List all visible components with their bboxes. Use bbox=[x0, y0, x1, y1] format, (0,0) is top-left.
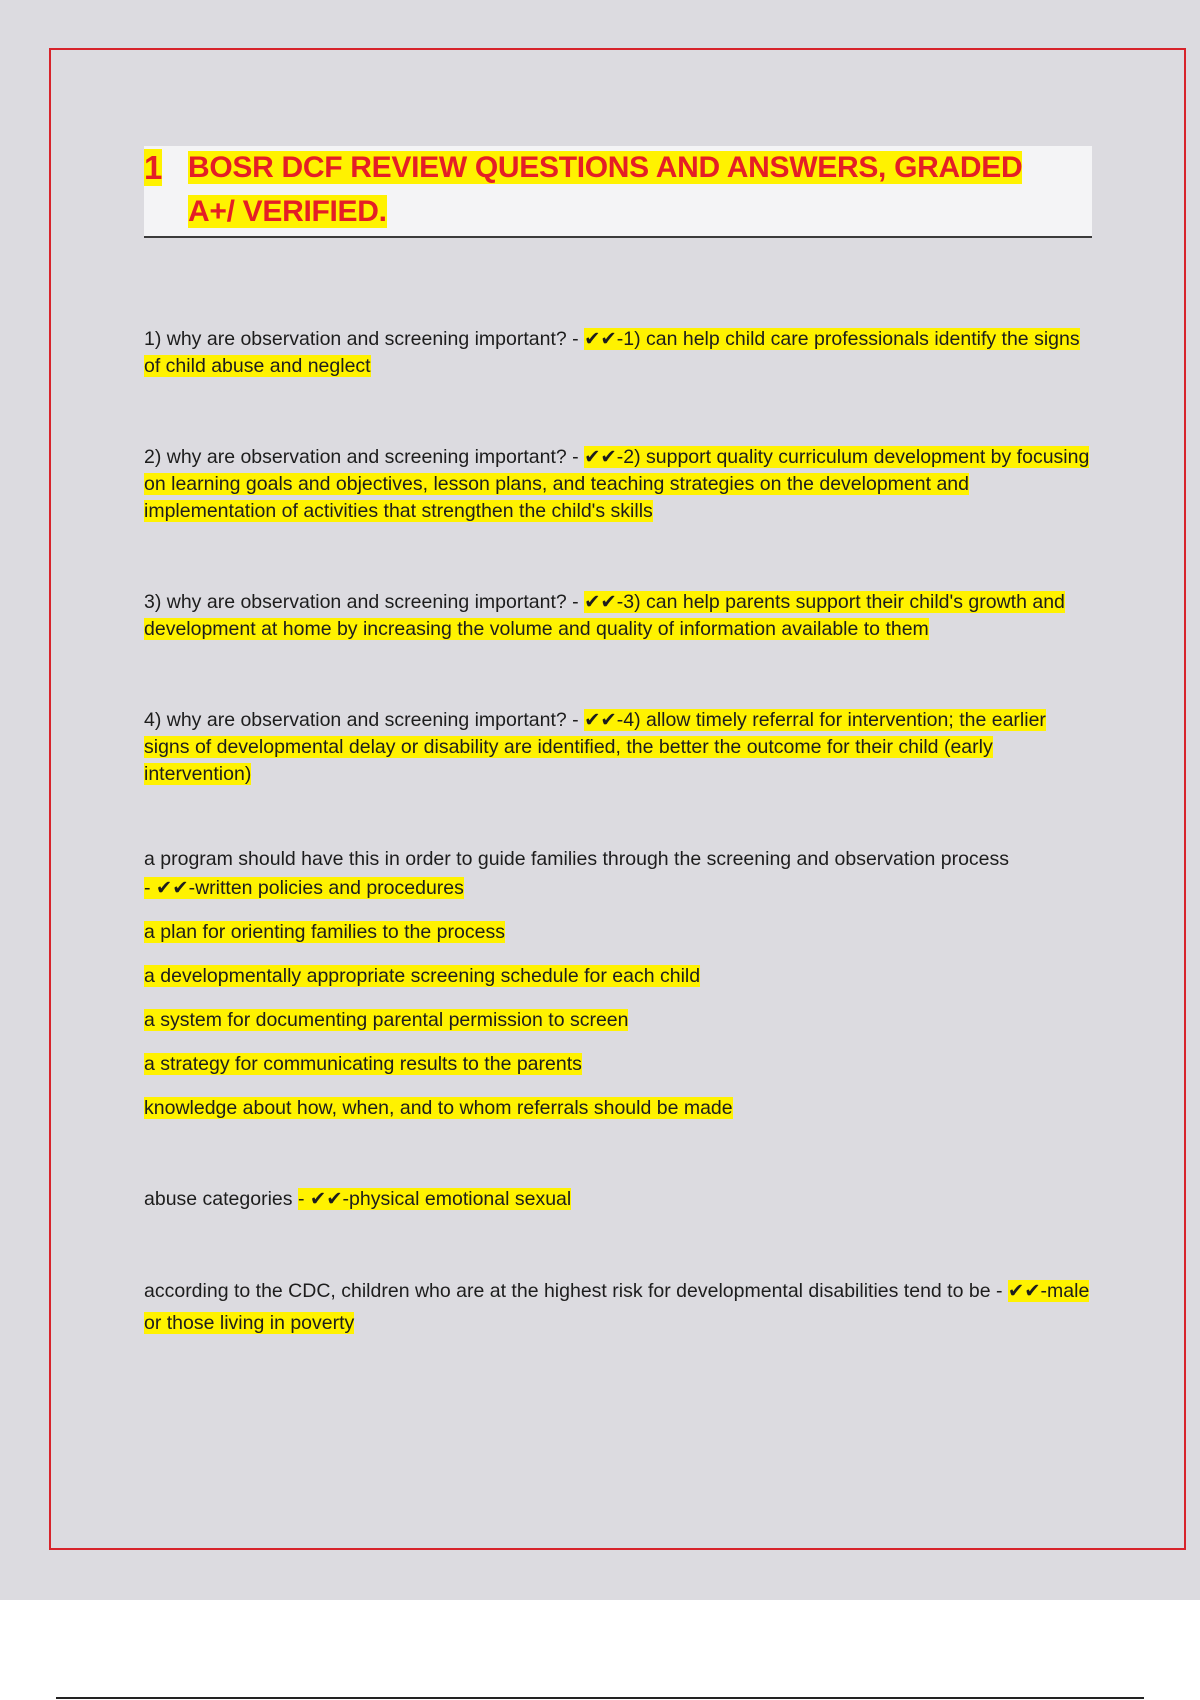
answer-text: ✔✔-2) support quality curriculum development by focusing on learning goals and objectives, lesson plans, and teaching strategies on the development and implementation of activities that strengthen the child's skills bbox=[144, 446, 1090, 522]
question-text: 3) why are observation and screening important? - bbox=[144, 591, 585, 613]
question-text: abuse categories bbox=[144, 1188, 298, 1210]
answer-text: ✔✔-1) can help child care professionals identify the signs of child abuse and neglect bbox=[144, 328, 1080, 377]
answer-list-item: knowledge about how, when, and to whom referrals should be made bbox=[144, 1097, 733, 1119]
answer-text: ✔✔-3) can help parents support their child's growth and development at home by increasing the volume and quality of information available to them bbox=[144, 591, 1065, 640]
footer-rule bbox=[56, 1697, 1144, 1699]
qa-item-4 bbox=[144, 707, 1094, 788]
document-body bbox=[144, 326, 1094, 1339]
abuse-item bbox=[144, 1186, 1094, 1213]
answer-list-item: a system for documenting parental permission to screen bbox=[144, 1009, 629, 1031]
heading-number: 1 bbox=[144, 149, 163, 186]
qa-item-1 bbox=[144, 326, 1094, 380]
program-item bbox=[144, 846, 1094, 1122]
question-text: 4) why are observation and screening important? - bbox=[144, 709, 585, 731]
document-title-text: BOSR DCF REVIEW QUESTIONS AND ANSWERS, GRADED A+/ VERIFIED. bbox=[188, 151, 1023, 228]
answer-list-item: a developmentally appropriate screening schedule for each child bbox=[144, 965, 701, 987]
answer-text: - ✔✔-physical emotional sexual bbox=[297, 1188, 572, 1210]
program-question bbox=[144, 846, 1094, 873]
question-text: 2) why are observation and screening important? - bbox=[144, 446, 585, 468]
answer-list-item: a plan for orienting families to the process bbox=[144, 921, 505, 943]
qa-item-2 bbox=[144, 444, 1094, 525]
qa-item-3 bbox=[144, 589, 1094, 643]
answer-text: ✔✔-male or those living in poverty bbox=[144, 1280, 1090, 1334]
program-answer-first bbox=[144, 875, 1094, 902]
document-title bbox=[188, 146, 1068, 234]
answer-list-item: a strategy for communicating results to the parents bbox=[144, 1053, 582, 1075]
question-text: according to the CDC, children who are at the highest risk for developmental disabilities tend to be - bbox=[144, 1280, 1008, 1302]
cdc-item bbox=[144, 1275, 1094, 1339]
answer-text: ✔✔-4) allow timely referral for intervention; the earlier signs of developmental delay or disability are identified, the better the outcome for their child (early intervention) bbox=[144, 709, 1046, 785]
question-text: a program should have this in order to guide families through the screening and observation process bbox=[144, 848, 1010, 870]
question-text: 1) why are observation and screening important? - bbox=[144, 328, 585, 350]
answer-text: - ✔✔-written policies and procedures bbox=[144, 877, 464, 899]
